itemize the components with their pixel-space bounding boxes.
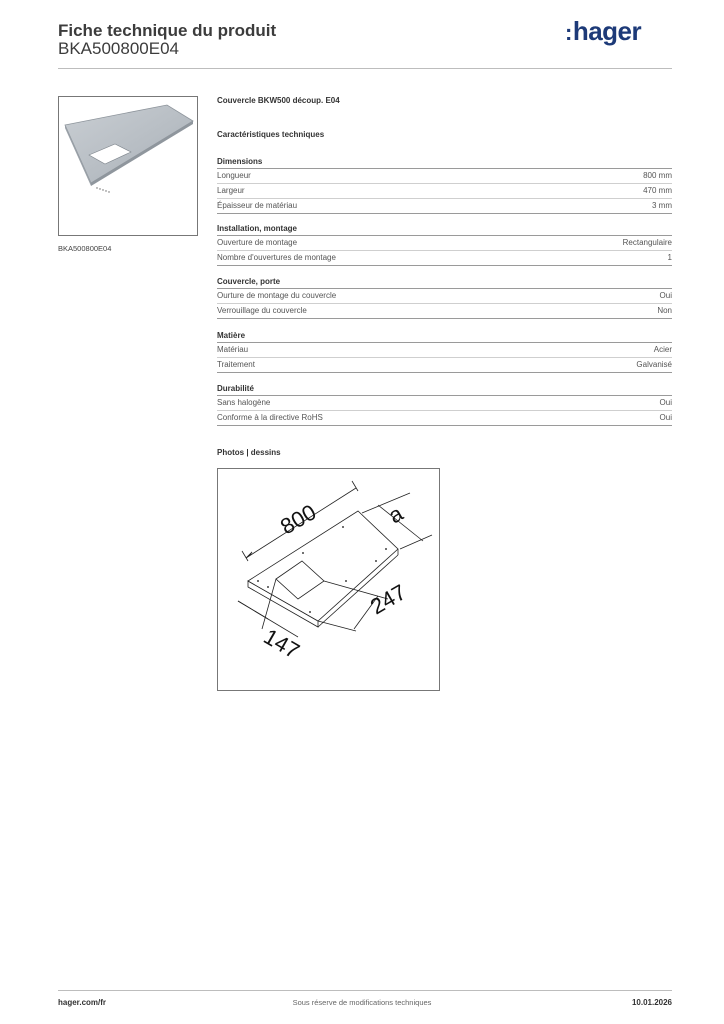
section-title: Couvercle, porte [217, 276, 672, 289]
spec-value: Oui [659, 398, 672, 407]
section-title: Installation, montage [217, 223, 672, 236]
product-code: BKA500800E04 [58, 39, 179, 58]
spec-value: Oui [659, 291, 672, 300]
spec-label: Épaisseur de matériau [217, 201, 298, 210]
section-material [217, 330, 672, 373]
logo-text: hager [572, 16, 642, 46]
section-dimensions [217, 156, 672, 214]
section-title: Matière [217, 330, 672, 343]
spec-label: Traitement [217, 360, 255, 369]
dim-width-label: a [384, 500, 408, 529]
spec-row [217, 396, 672, 411]
spec-label: Verrouillage du couvercle [217, 306, 307, 315]
spec-label: Ouverture de montage [217, 238, 298, 247]
section-installation [217, 223, 672, 266]
hager-logo [565, 16, 641, 47]
spec-label: Longueur [217, 171, 251, 180]
product-name: Couvercle BKW500 découp. E04 [217, 96, 340, 105]
technical-characteristics-heading: Caractéristiques techniques [217, 130, 325, 139]
spec-row [217, 236, 672, 251]
cover-plate-illustration [59, 97, 197, 235]
spec-label: Ourture de montage du couvercle [217, 291, 337, 300]
spec-value: Oui [659, 413, 672, 422]
spec-row [217, 358, 672, 373]
page-title: Fiche technique du produit [58, 21, 277, 40]
spec-row [217, 169, 672, 184]
footer-date: 10.01.2026 [631, 998, 672, 1007]
header-divider [58, 68, 672, 69]
dim-cut-length-label: 247 [366, 579, 411, 620]
section-title: Dimensions [217, 156, 672, 169]
product-image-caption: BKA500800E04 [58, 244, 112, 253]
spec-label: Sans halogène [217, 398, 271, 407]
spec-value: 470 mm [643, 186, 672, 195]
section-title: Durabilité [217, 383, 672, 396]
spec-label: Matériau [217, 345, 249, 354]
section-durability [217, 383, 672, 426]
spec-value: 1 [667, 253, 672, 262]
spec-row [217, 251, 672, 266]
spec-value: Acier [653, 345, 672, 354]
dim-cut-width-label: 147 [259, 623, 304, 664]
spec-label: Nombre d'ouvertures de montage [217, 253, 336, 262]
dimension-drawing [217, 468, 440, 691]
technical-drawing [218, 469, 439, 690]
spec-value: 3 mm [652, 201, 672, 210]
spec-value: Galvanisé [636, 360, 672, 369]
spec-label: Conforme à la directive RoHS [217, 413, 323, 422]
product-image [58, 96, 198, 236]
dim-length-label: 800 [276, 499, 321, 540]
spec-row [217, 184, 672, 199]
section-cover-door [217, 276, 672, 319]
logo-dots-icon: : [565, 20, 572, 45]
spec-value: Non [657, 306, 672, 315]
spec-value: Rectangulaire [622, 238, 672, 247]
spec-row [217, 411, 672, 426]
spec-row [217, 289, 672, 304]
spec-label: Largeur [217, 186, 245, 195]
spec-row [217, 304, 672, 319]
spec-value: 800 mm [643, 171, 672, 180]
spec-row [217, 343, 672, 358]
spec-row [217, 199, 672, 214]
footer-divider [58, 990, 672, 991]
footer-notice: Sous réserve de modifications techniques [292, 998, 432, 1007]
photos-drawings-heading: Photos | dessins [217, 448, 281, 457]
footer-website-link[interactable]: hager.com/fr [58, 998, 107, 1007]
